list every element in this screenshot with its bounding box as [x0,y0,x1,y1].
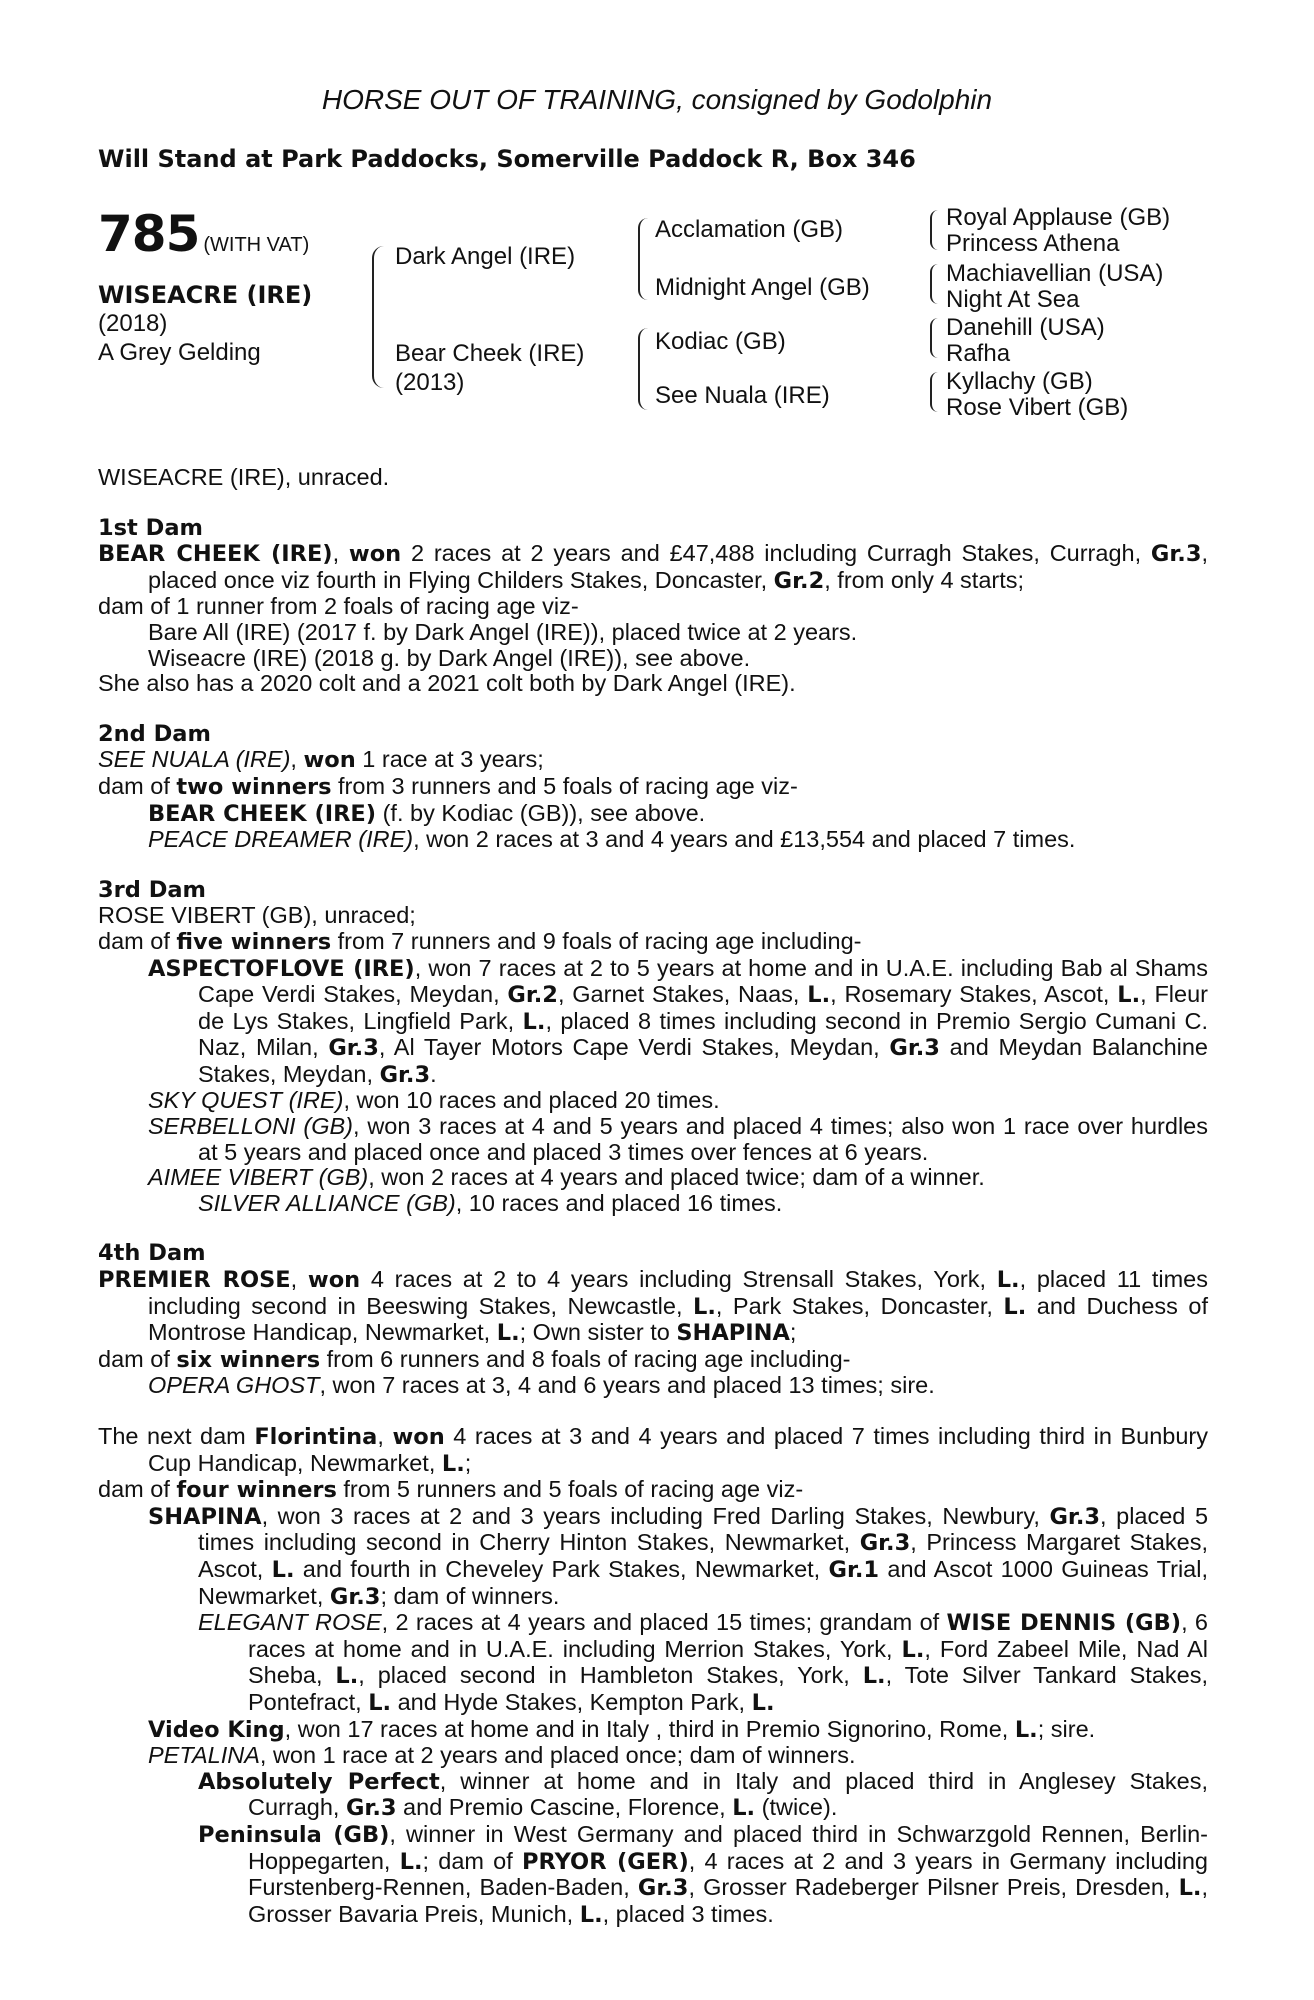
next-dam-granddaughter-elegant-rose: ELEGANT ROSE, 2 races at 4 years and placed 15 times; grandam of WISE DENNIS (GB), 6 races at home and in U.A.E. including Merrion Stakes, York, L., Ford Zabeel Mile, Nad Al Sheba, L., placed second in Hambleton Stakes, York, L., Tote Silver Tankard Stakes, Pontefract, L. and Hyde Stakes, Kempton Park, L. [198,1609,1208,1716]
first-dam-offspring-2: Wiseacre (IRE) (2018 g. by Dark Angel (IRE)), see above. [148,644,751,671]
pedigree-gg3: Machiavellian (USA) [946,260,1164,287]
first-dam-offspring-1: Bare All (IRE) (2017 f. by Dark Angel (IRE)), placed twice at 2 years. [148,618,858,645]
second-dam-record: SEE NUALA (IRE), won 1 race at 3 years; [98,746,544,774]
next-dam-produce: dam of four winners from 5 runners and 5 foals of racing age viz- [98,1476,804,1504]
second-dam-offspring-2: PEACE DREAMER (IRE), won 2 races at 3 and 4 years and £13,554 and placed 7 times. [148,826,1076,853]
intro-line: WISEACRE (IRE), unraced. [98,464,390,490]
third-dam-heading: 3rd Dam [98,876,206,903]
fourth-dam-produce: dam of six winners from 6 runners and 8 foals of racing age including- [98,1345,851,1373]
fourth-dam-record: PREMIER ROSE, won 4 races at 2 to 4 years including Strensall Stakes, York, L., placed 11 times including second in Beeswing Stakes, Newcastle, L., Park Stakes, Doncaster, L. and Duchess of Montrose Handicap, Newmarket, L.; Own sister to SHAPINA; [98,1266,1209,1347]
first-dam-heading: 1st Dam [98,514,203,541]
third-dam-offspring-5: SILVER ALLIANCE (GB), 10 races and placed 16 times. [198,1189,783,1216]
pedigree-dam-year: (2013) [395,369,465,396]
pedigree-sire-sire: Acclamation (GB) [655,216,844,243]
page-title: HORSE OUT OF TRAINING, consigned by Godolphin [321,84,993,115]
brace-g3 [930,318,938,358]
pedigree-gg5: Danehill (USA) [946,314,1105,341]
next-dam-offspring-shapina: SHAPINA, won 3 races at 2 and 3 years including Fred Darling Stakes, Newbury, Gr.3, placed 5 times including second in Cherry Hinton Stakes, Newmarket, Gr.3, Princess Margaret Stakes, Ascot, L. and fourth in Cheveley Park Stakes, Newmarket, Gr.1 and Ascot 1000 Guineas Trial, Newmarket, Gr.3; dam of winners. [148,1502,1209,1610]
vat-note: (WITH VAT) [203,234,310,256]
second-dam-produce: dam of two winners from 3 runners and 5 foals of racing age viz- [98,772,798,800]
pedigree-gg6: Rafha [946,340,1011,367]
pedigree-gg8: Rose Vibert (GB) [946,394,1129,421]
first-dam-section [98,516,1208,697]
horse-description: A Grey Gelding [98,339,261,366]
pedigree-sire-dam: Midnight Angel (GB) [655,274,870,301]
lot-number: 785 [98,205,200,263]
brace-g2 [930,264,938,304]
horse-year: (2018) [98,310,168,337]
stand-location: Will Stand at Park Paddocks, Somerville Paddock R, Box 346 [98,145,916,173]
third-dam-produce: dam of five winners from 7 runners and 9 foals of racing age including- [98,927,862,955]
pedigree-dam: Bear Cheek (IRE) [395,340,585,367]
third-dam-section [98,878,1208,1217]
fourth-dam-offspring-1: OPERA GHOST, won 7 races at 3, 4 and 6 years and placed 13 times; sire. [148,1372,935,1399]
second-dam-heading: 2nd Dam [98,720,211,747]
pedigree-gg7: Kyllachy (GB) [946,368,1093,395]
next-dam-section [98,1424,1208,1928]
third-dam-offspring-3: SERBELLONI (GB), won 3 races at 4 and 5 years and placed 4 times; also won 1 race over hurdles at 5 years and placed once and placed 3 times over fences at 6 years. [148,1113,1208,1165]
third-dam-offspring-4: AIMEE VIBERT (GB), won 2 races at 4 years and placed twice; dam of a winner. [148,1164,985,1191]
pedigree-dam-sire: Kodiac (GB) [655,328,786,355]
petalina-offspring-absolutely-perfect: Absolutely Perfect, winner at home and in Italy and placed third in Anglesey Stakes, Curragh, Gr.3 and Premio Cascine, Florence, L. (twice). [198,1767,1208,1822]
third-dam-offspring-2: SKY QUEST (IRE), won 10 races and placed 20 times. [148,1087,720,1114]
next-dam-offspring-video-king: Video King, won 17 races at home and in Italy , third in Premio Signorino, Rome, L.; sire. [148,1715,1096,1743]
fourth-dam-section [98,1241,1208,1399]
third-dam-record: ROSE VIBERT (GB), unraced; [98,902,416,929]
pedigree-dam-dam: See Nuala (IRE) [655,382,830,409]
first-dam-produce: dam of 1 runner from 2 foals of racing age viz- [98,593,579,620]
lot-block [98,205,358,367]
brace-dam-line [638,328,648,410]
pedigree-sire: Dark Angel (IRE) [395,243,576,270]
next-dam-record: The next dam Florintina, won 4 races at 3 and 4 years and placed 7 times including third in Bunbury Cup Handicap, Newmarket, L.; [98,1423,1208,1477]
second-dam-section [98,722,1208,853]
brace-generation-1 [372,246,384,388]
pedigree-gg1: Royal Applause (GB) [946,204,1171,231]
petalina-offspring-peninsula: Peninsula (GB), winner in West Germany and placed third in Schwarzgold Rennen, Berlin-Hoppegarten, L.; dam of PRYOR (GER), 4 races at 2 and 3 years in Germany including Furstenberg-Rennen, Baden-Baden, Gr.3, Grosser Radeberger Pilsner Preis, Dresden, L., Grosser Bavaria Preis, Munich, L., placed 3 times. [198,1820,1209,1928]
pedigree-gg2: Princess Athena [946,230,1120,257]
third-dam-offspring-1: ASPECTOFLOVE (IRE), won 7 races at 2 to 5 years at home and in U.A.E. including Bab al Shams Cape Verdi Stakes, Meydan, Gr.2, Garnet Stakes, Naas, L., Rosemary Stakes, Ascot, L., Fleur de Lys Stakes, Lingfield Park, L., placed 8 times including second in Premio Sergio Cumani C. Naz, Milan, Gr.3, Al Tayer Motors Cape Verdi Stakes, Meydan, Gr.3 and Meydan Balanchine Stakes, Meydan, Gr.3. [148,954,1208,1088]
brace-g1 [930,210,938,250]
second-dam-offspring-1: BEAR CHEEK (IRE) (f. by Kodiac (GB)), see above. [148,799,706,827]
catalogue-body [98,465,1208,1928]
pedigree-gg4: Night At Sea [946,286,1080,313]
fourth-dam-heading: 4th Dam [98,1240,206,1267]
horse-name: WISEACRE (IRE) [98,281,313,309]
first-dam-record: BEAR CHEEK (IRE), won 2 races at 2 years and £47,488 including Curragh Stakes, Curragh, Gr.3, placed once viz fourth in Flying Childers Stakes, Doncaster, Gr.2, from only 4 starts; [98,540,1209,594]
first-dam-also: She also has a 2020 colt and a 2021 colt both by Dark Angel (IRE). [98,670,796,697]
brace-sire-line [638,218,648,300]
next-dam-offspring-petalina: PETALINA, won 1 race at 2 years and placed once; dam of winners. [148,1742,856,1769]
brace-g4 [930,372,938,412]
